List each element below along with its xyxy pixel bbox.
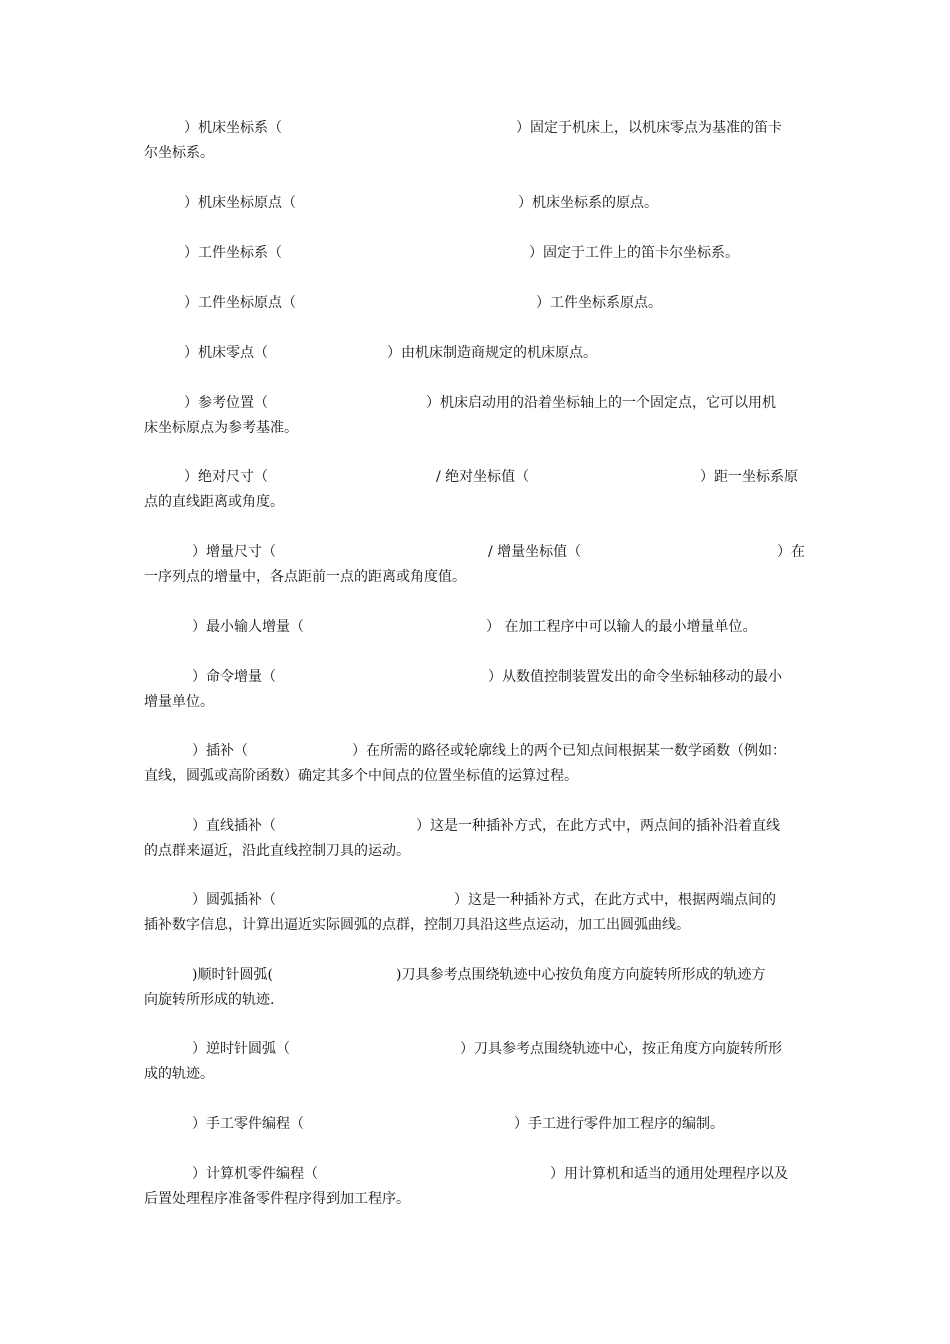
term-definition-cont: 直线，圆弧或高阶函数）确定其多个中间点的位置坐标值的运算过程。 [144,768,578,784]
term-definition-cont: 点的直线距离或角度。 [144,494,284,510]
term-entry-9 [144,615,808,640]
term-label: )顺时针圆弧( [192,967,273,983]
term-definition-cont: 成的轨迹。 [144,1066,214,1082]
term-entry-12 [144,814,808,864]
term-definition: ）工件坐标系原点。 [536,295,662,311]
term-entry-15 [144,1037,808,1087]
term-definition: ）在 [777,544,805,560]
term-definition-cont: 向旋转所形成的轨迹. [144,992,275,1008]
term-definition: ）这是一种插补方式，在此方式中，两点间的插补沿着直线 [416,818,780,834]
term-label: ）最小输人增量（ [192,619,304,635]
term-entry-13 [144,888,808,938]
term-entry-1 [144,116,808,166]
term-entry-17 [144,1162,808,1212]
term-definition-cont: 后置处理程序准备零件程序得到加工程序。 [144,1191,410,1207]
term-definition-cont: 尔坐标系。 [144,145,214,161]
term-label: ）绝对尺寸（ [184,469,268,485]
term-definition: ）固定于机床上，以机床零点为基准的笛卡 [516,120,782,136]
term-definition-cont: 床坐标原点为参考基准。 [144,420,298,436]
term-entry-5 [144,341,808,366]
term-definition: ）这是一种插补方式，在此方式中，根据两端点间的 [454,892,776,908]
term-entry-11 [144,739,808,789]
term-definition: ）机床启动用的沿着坐标轴上的一个固定点，它可以用机 [426,395,776,411]
term-label: ）逆时针圆弧（ [192,1041,290,1057]
term-label: ）机床零点（ [184,345,268,361]
term-definition: ）距一坐标系原 [700,469,798,485]
term-definition-cont: 增量单位。 [144,694,214,710]
term-entry-14 [144,963,808,1013]
term-label: ）参考位置（ [184,395,268,411]
term-label: ）计算机零件编程（ [192,1166,318,1182]
term-label: ）直线插补（ [192,818,276,834]
term-definition: ）在所需的路径或轮廓线上的两个已知点间根据某一数学函数（例如： [352,743,786,759]
term-definition: ） 在加工程序中可以输人的最小增量单位。 [486,619,757,635]
term-entry-4 [144,291,808,316]
term-entry-8 [144,540,808,590]
term-label: ）命令增量（ [192,669,276,685]
term-label: ）增量尺寸（ [192,544,276,560]
term-entry-3 [144,241,808,266]
term-definition-cont: 插补数字信息，计算出逼近实际圆弧的点群，控制刀具沿这些点运动，加工出圆弧曲线。 [144,917,690,933]
term-entry-2 [144,191,808,216]
term-entry-16 [144,1112,808,1137]
term-definition: ）刀具参考点围绕轨迹中心，按正角度方向旋转所形 [460,1041,782,1057]
term-label-alt: / 绝对坐标值（ [436,469,530,485]
term-label: ）手工零件编程（ [192,1116,304,1132]
term-definition: )刀具参考点围绕轨迹中心按负角度方向旋转所形成的轨迹方 [396,967,766,983]
term-label-alt: / 增量坐标值（ [488,544,582,560]
term-definition: ）固定于工件上的笛卡尔坐标系。 [529,245,739,261]
term-definition: ）由机床制造商规定的机床原点。 [387,345,597,361]
term-definition-cont: 一序列点的增量中，各点距前一点的距离或角度值。 [144,569,466,585]
term-label: ）机床坐标系（ [184,120,282,136]
term-label: ）插补（ [192,743,248,759]
term-definition-cont: 的点群来逼近，沿此直线控制刀具的运动。 [144,843,410,859]
term-label: ）圆弧插补（ [192,892,276,908]
term-definition: ）从数值控制装置发出的命令坐标轴移动的最小 [488,669,782,685]
term-entry-7 [144,465,808,515]
term-definition: ）用计算机和适当的通用处理程序以及 [550,1166,788,1182]
term-label: ）工件坐标系（ [184,245,282,261]
term-label: ）机床坐标原点（ [184,195,296,211]
term-definition: ）机床坐标系的原点。 [518,195,658,211]
term-definition: ）手工进行零件加工程序的编制。 [514,1116,724,1132]
term-label: ）工件坐标原点（ [184,295,296,311]
term-entry-10 [144,665,808,715]
term-entry-6 [144,391,808,441]
